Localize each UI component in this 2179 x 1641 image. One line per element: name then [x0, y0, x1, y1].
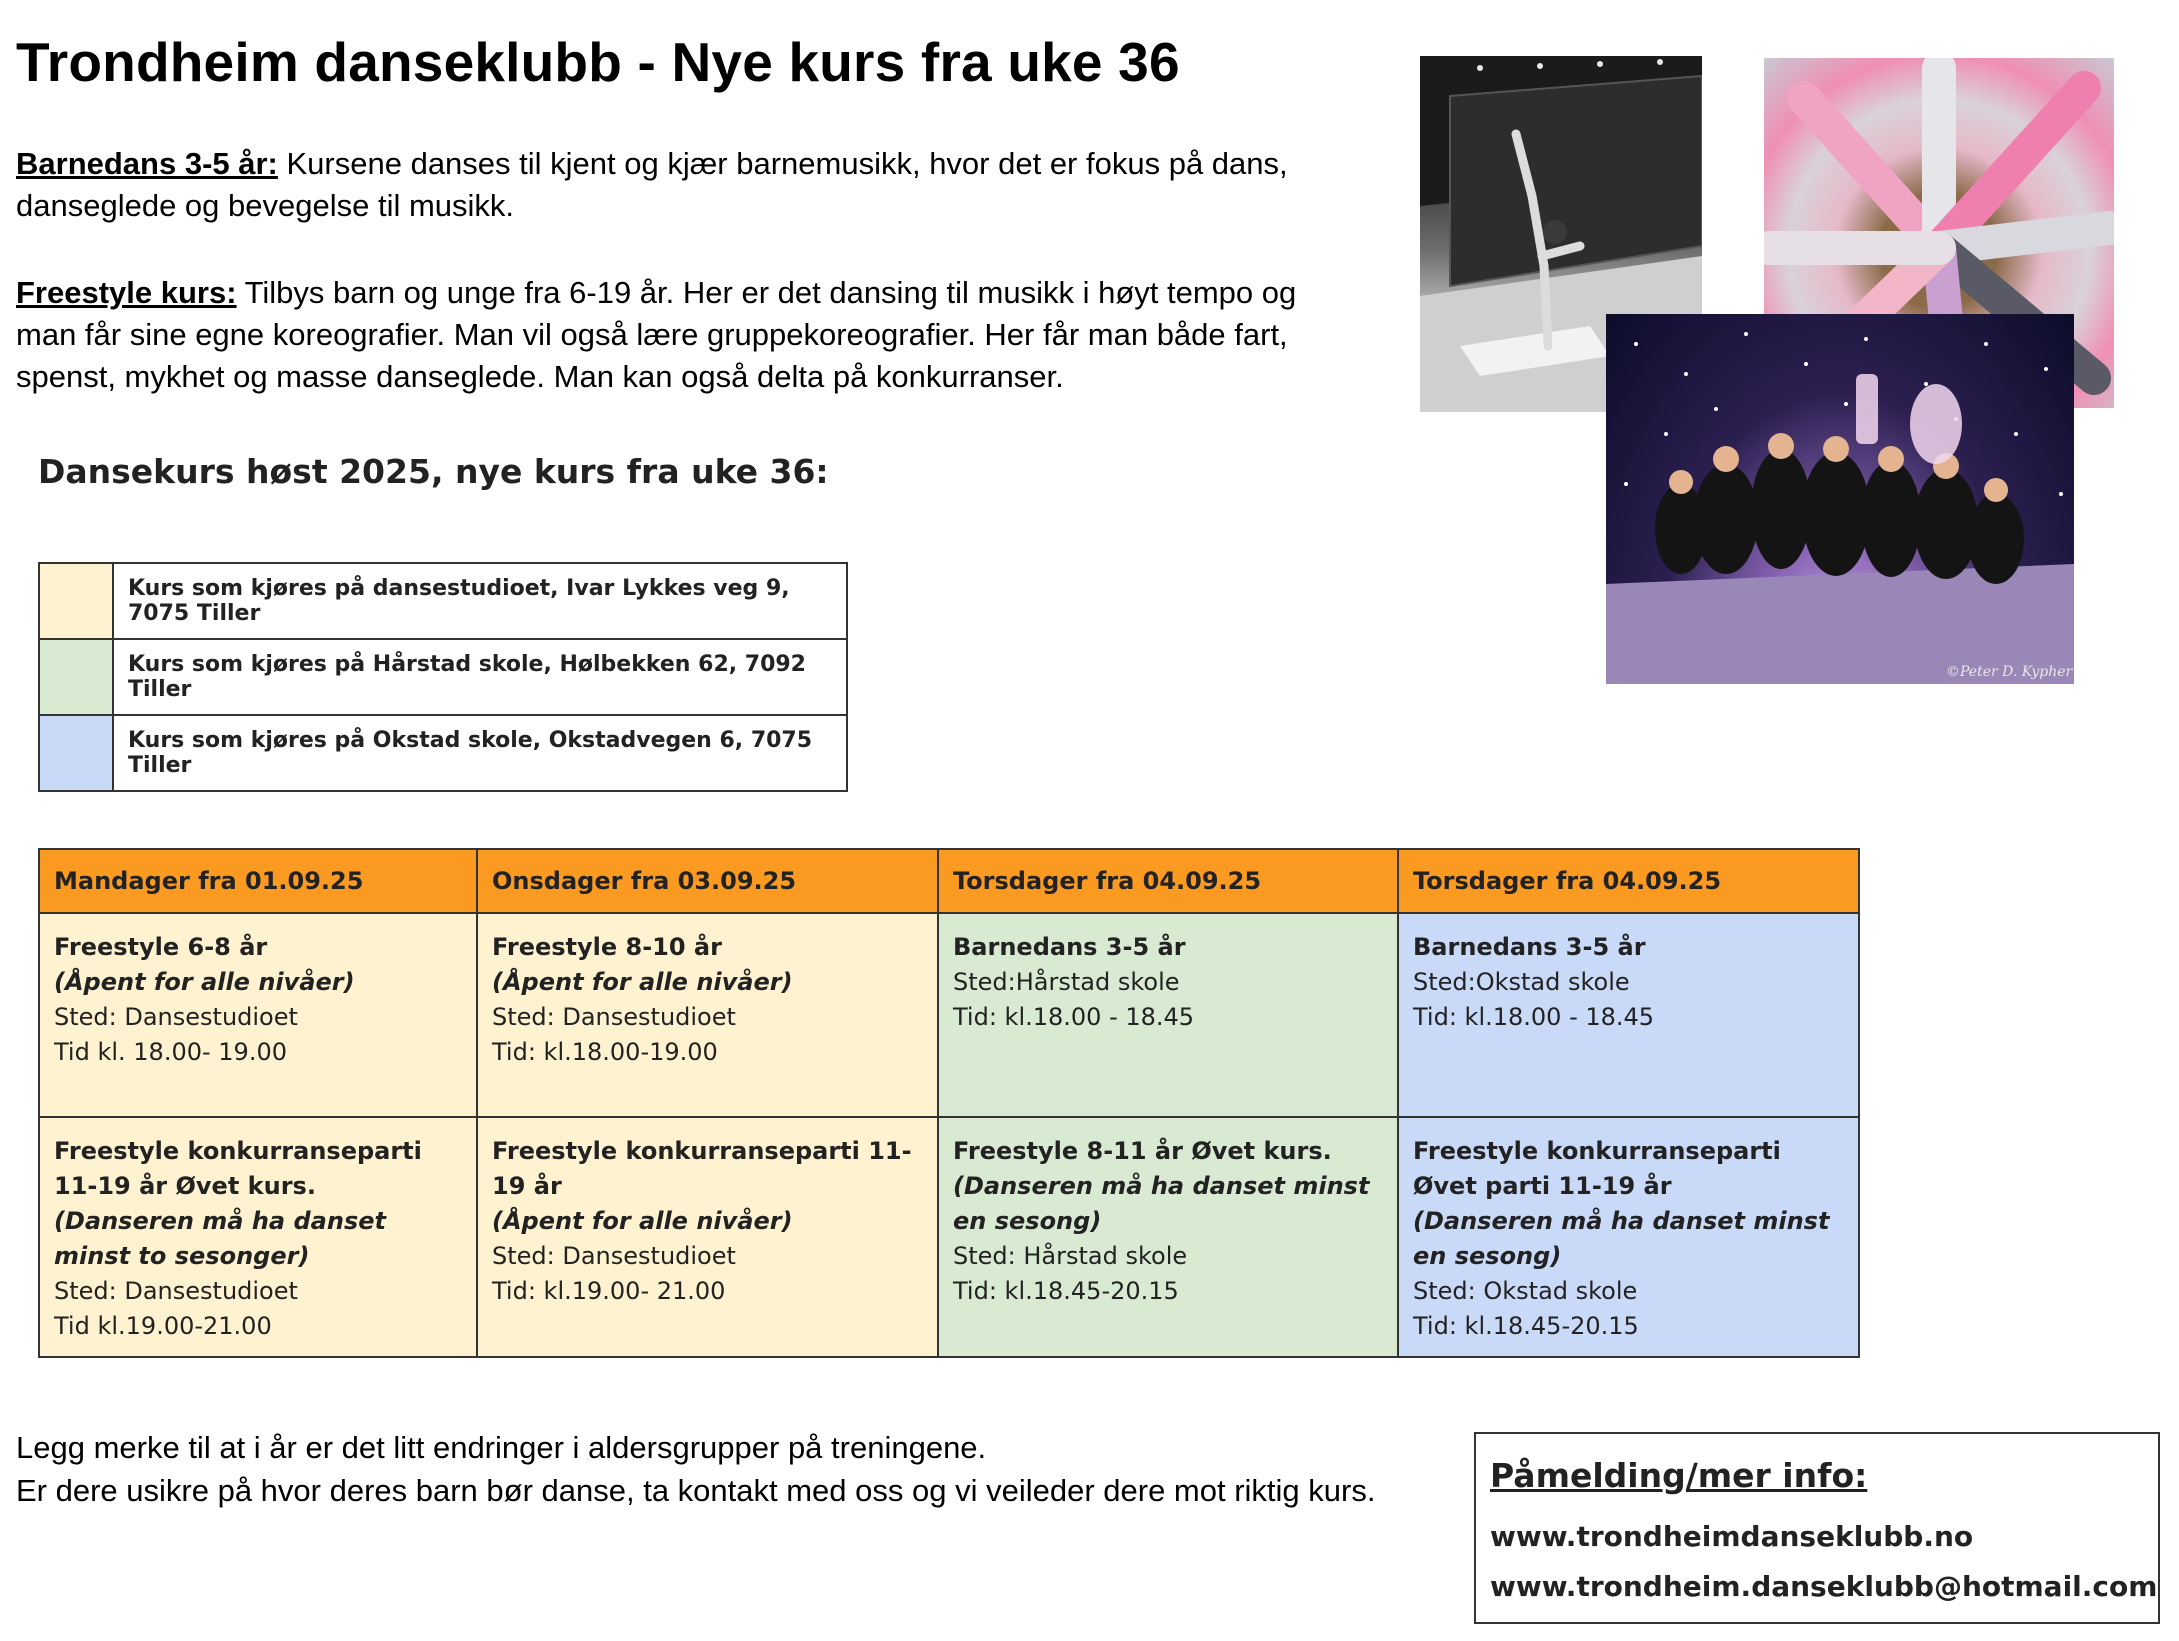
course-note: (Danseren må ha danset minst en sesong): [1413, 1207, 1830, 1270]
course-time: Tid: kl.18.00 - 18.45: [953, 1003, 1195, 1031]
photo-credit: ©Peter D. Kypher: [1946, 664, 2073, 680]
course-location: Sted:Okstad skole: [1413, 968, 1630, 996]
course-note: (Danseren må ha danset minst to sesonger): [54, 1207, 386, 1270]
legend-row: [39, 715, 847, 791]
barnedans-text: Kursene danses til kjent og kjær barnemusikk, hvor det er fokus på dans, danseglede og bevegelse til musikk.: [16, 146, 1288, 223]
course-cell: [938, 913, 1398, 1117]
course-time: Tid: kl.18.00-19.00: [492, 1038, 718, 1066]
signup-info-box: [1474, 1432, 2160, 1624]
course-cell: [1398, 913, 1859, 1117]
header-wednesday: Onsdager fra 03.09.25: [477, 849, 938, 913]
course-cell: [477, 1117, 938, 1357]
course-name: Barnedans 3-5 år: [953, 933, 1186, 961]
course-cell: [39, 913, 477, 1117]
stage-performance-photo: [1606, 314, 2074, 684]
course-note: (Åpent for alle nivåer): [492, 1207, 793, 1235]
email-link[interactable]: www.trondheim.danseklubb@hotmail.com: [1490, 1570, 2158, 1603]
notice-line: Er dere usikre på hvor deres barn bør danse, ta kontakt med oss og vi veileder dere mot riktig kurs.: [16, 1473, 1376, 1508]
course-time: Tid: kl.18.45-20.15: [1413, 1312, 1639, 1340]
legend-row: [39, 639, 847, 715]
legend-swatch-harstad: [39, 639, 113, 715]
course-time: Tid kl. 18.00- 19.00: [54, 1038, 287, 1066]
course-name: Freestyle 8-11 år Øvet kurs.: [953, 1137, 1332, 1165]
course-schedule-table: [38, 848, 1860, 1358]
course-time: Tid: kl.18.00 - 18.45: [1413, 1003, 1655, 1031]
schedule-header-row: [39, 849, 1859, 913]
website-link[interactable]: www.trondheimdanseklubb.no: [1490, 1520, 1974, 1553]
course-location: Sted: Dansestudioet: [54, 1003, 298, 1031]
freestyle-lead: Freestyle kurs:: [16, 275, 237, 310]
header-monday: Mandager fra 01.09.25: [39, 849, 477, 913]
course-name: Freestyle 6-8 år: [54, 933, 268, 961]
legend-swatch-dansestudioet: [39, 563, 113, 639]
course-time: Tid: kl.18.45-20.15: [953, 1277, 1179, 1305]
header-thursday-harstad: Torsdager fra 04.09.25: [938, 849, 1398, 913]
course-name: Freestyle konkurranseparti 11-19 år Øvet kurs.: [54, 1137, 422, 1200]
course-name: Barnedans 3-5 år: [1413, 933, 1646, 961]
course-name: Freestyle konkurranseparti 11-19 år: [492, 1137, 912, 1200]
course-location: Sted: Okstad skole: [1413, 1277, 1638, 1305]
schedule-row: [39, 1117, 1859, 1357]
freestyle-intro: [16, 272, 1356, 398]
course-cell: [39, 1117, 477, 1357]
location-legend: [38, 562, 848, 792]
course-cell: [477, 913, 938, 1117]
course-note: (Åpent for alle nivåer): [492, 968, 793, 996]
legend-text: Kurs som kjøres på Hårstad skole, Hølbekken 62, 7092 Tiller: [113, 639, 847, 715]
course-location: Sted: Dansestudioet: [492, 1003, 736, 1031]
course-cell: [1398, 1117, 1859, 1357]
course-location: Sted:Hårstad skole: [953, 968, 1180, 996]
legend-text: Kurs som kjøres på Okstad skole, Okstadvegen 6, 7075 Tiller: [113, 715, 847, 791]
course-time: Tid: kl.19.00- 21.00: [492, 1277, 726, 1305]
stage-performance-illustration: [1606, 314, 2074, 684]
course-note: (Åpent for alle nivåer): [54, 968, 355, 996]
course-time: Tid kl.19.00-21.00: [54, 1312, 272, 1340]
course-note: (Danseren må ha danset minst en sesong): [953, 1172, 1370, 1235]
signup-heading: Påmelding/mer info:: [1490, 1456, 1868, 1495]
course-name: Freestyle 8-10 år: [492, 933, 722, 961]
schedule-row: [39, 913, 1859, 1117]
notice-line: Legg merke til at i år er det litt endringer i aldersgrupper på treningene.: [16, 1430, 987, 1465]
course-location: Sted: Dansestudioet: [492, 1242, 736, 1270]
barnedans-lead: Barnedans 3-5 år:: [16, 146, 278, 181]
header-thursday-okstad: Torsdager fra 04.09.25: [1398, 849, 1859, 913]
freestyle-text: Tilbys barn og unge fra 6-19 år. Her er det dansing til musikk i høyt tempo og man får sine egne koreografier. Man vil også lære gruppekoreografier. Her får man både fart, spenst, mykhet og masse danseglede. Man kan også delta på konkurranser.: [16, 275, 1297, 394]
page-title: Trondheim danseklubb - Nye kurs fra uke 36: [16, 31, 1180, 93]
legend-row: [39, 563, 847, 639]
course-name: Freestyle konkurranseparti Øvet parti 11-19 år: [1413, 1137, 1781, 1200]
legend-swatch-okstad: [39, 715, 113, 791]
course-location: Sted: Hårstad skole: [953, 1242, 1188, 1270]
barnedans-intro: [16, 143, 1356, 227]
schedule-title: Dansekurs høst 2025, nye kurs fra uke 36:: [38, 452, 829, 491]
course-cell: [938, 1117, 1398, 1357]
age-group-notice: [16, 1426, 1466, 1512]
course-location: Sted: Dansestudioet: [54, 1277, 298, 1305]
legend-text: Kurs som kjøres på dansestudioet, Ivar Lykkes veg 9, 7075 Tiller: [113, 563, 847, 639]
